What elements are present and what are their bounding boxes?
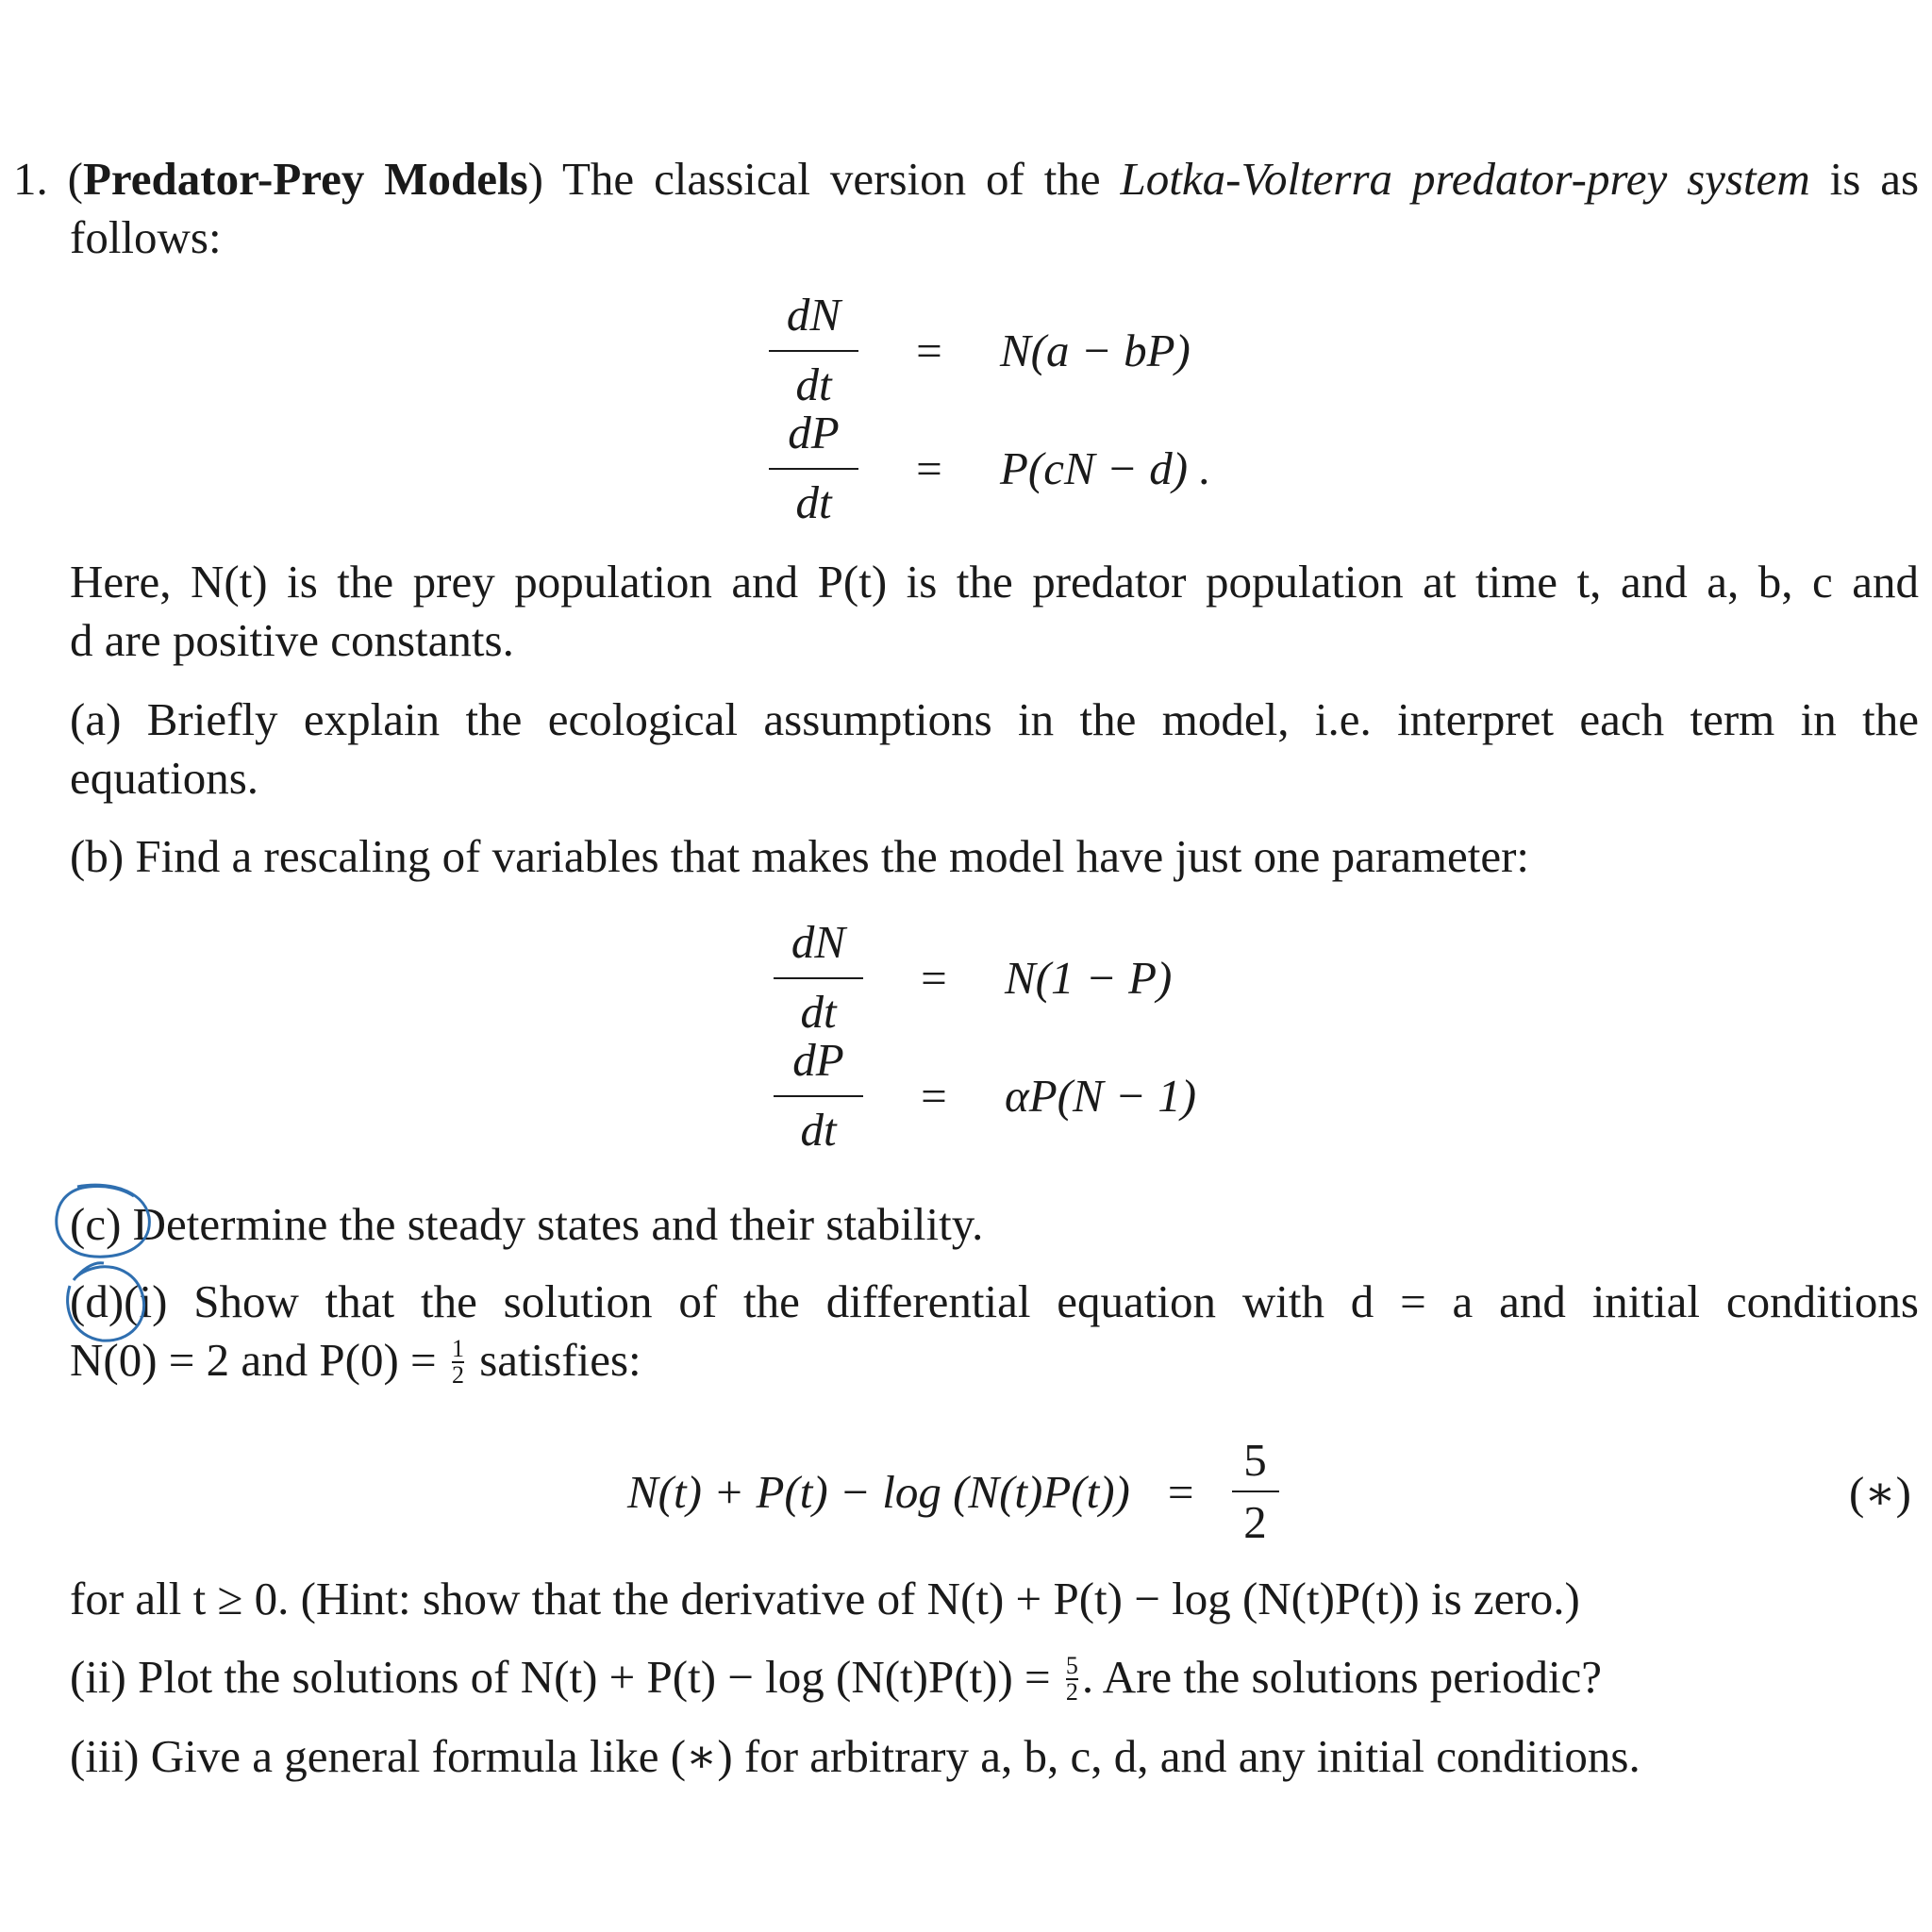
intro-tail: is as [1829, 153, 1920, 205]
part-b-line1: (b) Find a rescaling of variables that makes the model have just one parameter: [70, 830, 1530, 882]
system1-eq1-rhs: N(a − bP) [1000, 324, 1191, 376]
part-d-ii-frac-num: 5 [1065, 1651, 1078, 1679]
here-line1: Here, N(t) is the prey population and P(t) is the predator population at time t, and a, b, c and [70, 556, 1919, 608]
system1-eq2-sign: = [916, 441, 942, 494]
part-d-half-fraction [451, 1334, 464, 1389]
system1-eq2-num: dP [788, 407, 840, 458]
problem-title: Predator-Prey Models [82, 153, 528, 205]
system2-eq2-sign: = [921, 1069, 947, 1122]
star-equation-fraction [1232, 1434, 1279, 1549]
part-d-line2-b: satisfies: [479, 1334, 641, 1386]
intro-italic: Lotka-Volterra predator-prey system [1120, 153, 1810, 205]
system1-eq1 [769, 288, 1191, 412]
part-a-line1: (a) Briefly explain the ecological assumptions in the model, i.e. interpret each term in the [70, 693, 1919, 745]
star-equation [627, 1434, 1279, 1549]
star-equation-lhs: N(t) + P(t) − log (N(t)P(t)) [627, 1465, 1130, 1518]
system2-eq2-rhs: αP(N − 1) [1005, 1069, 1197, 1122]
intro-line2: follows: [70, 211, 222, 263]
part-d-line1: (d)(i) Show that the solution of the differential equation with d = a and initial conditions [70, 1275, 1919, 1327]
part-d-line2-a: N(0) = 2 and P(0) = [70, 1334, 437, 1386]
part-d-ii-fraction [1065, 1651, 1078, 1706]
here-line2: d are positive constants. [70, 614, 514, 666]
system2-eq2-num: dP [792, 1034, 844, 1086]
part-c-line1: (c) Determine the steady states and their stability. [70, 1198, 984, 1250]
system1-eq1-num: dN [786, 289, 841, 341]
star-frac-num: 5 [1243, 1434, 1267, 1486]
system1-eq2 [769, 406, 1211, 530]
part-d-ii-line [70, 1649, 1602, 1706]
system1-eq1-lhs [769, 288, 858, 412]
intro-text: The classical version of the [562, 153, 1101, 205]
part-d-ii-after: . Are the solutions periodic? [1081, 1651, 1603, 1703]
system2-eq2 [774, 1033, 1196, 1158]
part-d-ii-frac-den: 2 [1065, 1677, 1078, 1706]
star-equation-tag: (∗) [1849, 1467, 1911, 1519]
star-equation-sign: = [1167, 1465, 1194, 1518]
system1-eq2-lhs [769, 406, 858, 530]
system2-eq1-sign: = [921, 951, 947, 1004]
system1-eq2-den: dt [795, 476, 832, 528]
part-d-frac-den: 2 [451, 1360, 464, 1389]
system1-eq2-rhs: P(cN − d) . [1000, 441, 1211, 494]
system2-eq1-lhs [774, 915, 863, 1040]
system2-eq1 [774, 915, 1172, 1040]
part-a-line2: equations. [70, 752, 259, 804]
problem-number: 1. [13, 153, 48, 205]
system2-eq1-rhs: N(1 − P) [1005, 951, 1173, 1004]
system1-eq1-den: dt [795, 358, 832, 410]
system2-eq1-num: dN [791, 916, 846, 968]
system1-eq1-sign: = [916, 324, 942, 376]
star-frac-den: 2 [1243, 1496, 1267, 1548]
system2-eq2-den: dt [800, 1104, 837, 1156]
system2-eq1-den: dt [800, 986, 837, 1038]
hint-line: for all t ≥ 0. (Hint: show that the derivative of N(t) + P(t) − log (N(t)P(t)) is zero.) [70, 1573, 1580, 1624]
part-d-ii-before: (ii) Plot the solutions of N(t) + P(t) − log (N(t)P(t)) = [70, 1651, 1051, 1703]
problem-heading: 1. (Predator-Prey Models) The classical version of the Lotka-Volterra predator-prey system is as [13, 153, 1920, 205]
part-d-line2 [70, 1332, 641, 1389]
part-d-iii-line: (iii) Give a general formula like (∗) for arbitrary a, b, c, d, and any initial conditions. [70, 1730, 1641, 1782]
part-d-frac-num: 1 [451, 1334, 464, 1362]
system2-eq2-lhs [774, 1033, 863, 1158]
